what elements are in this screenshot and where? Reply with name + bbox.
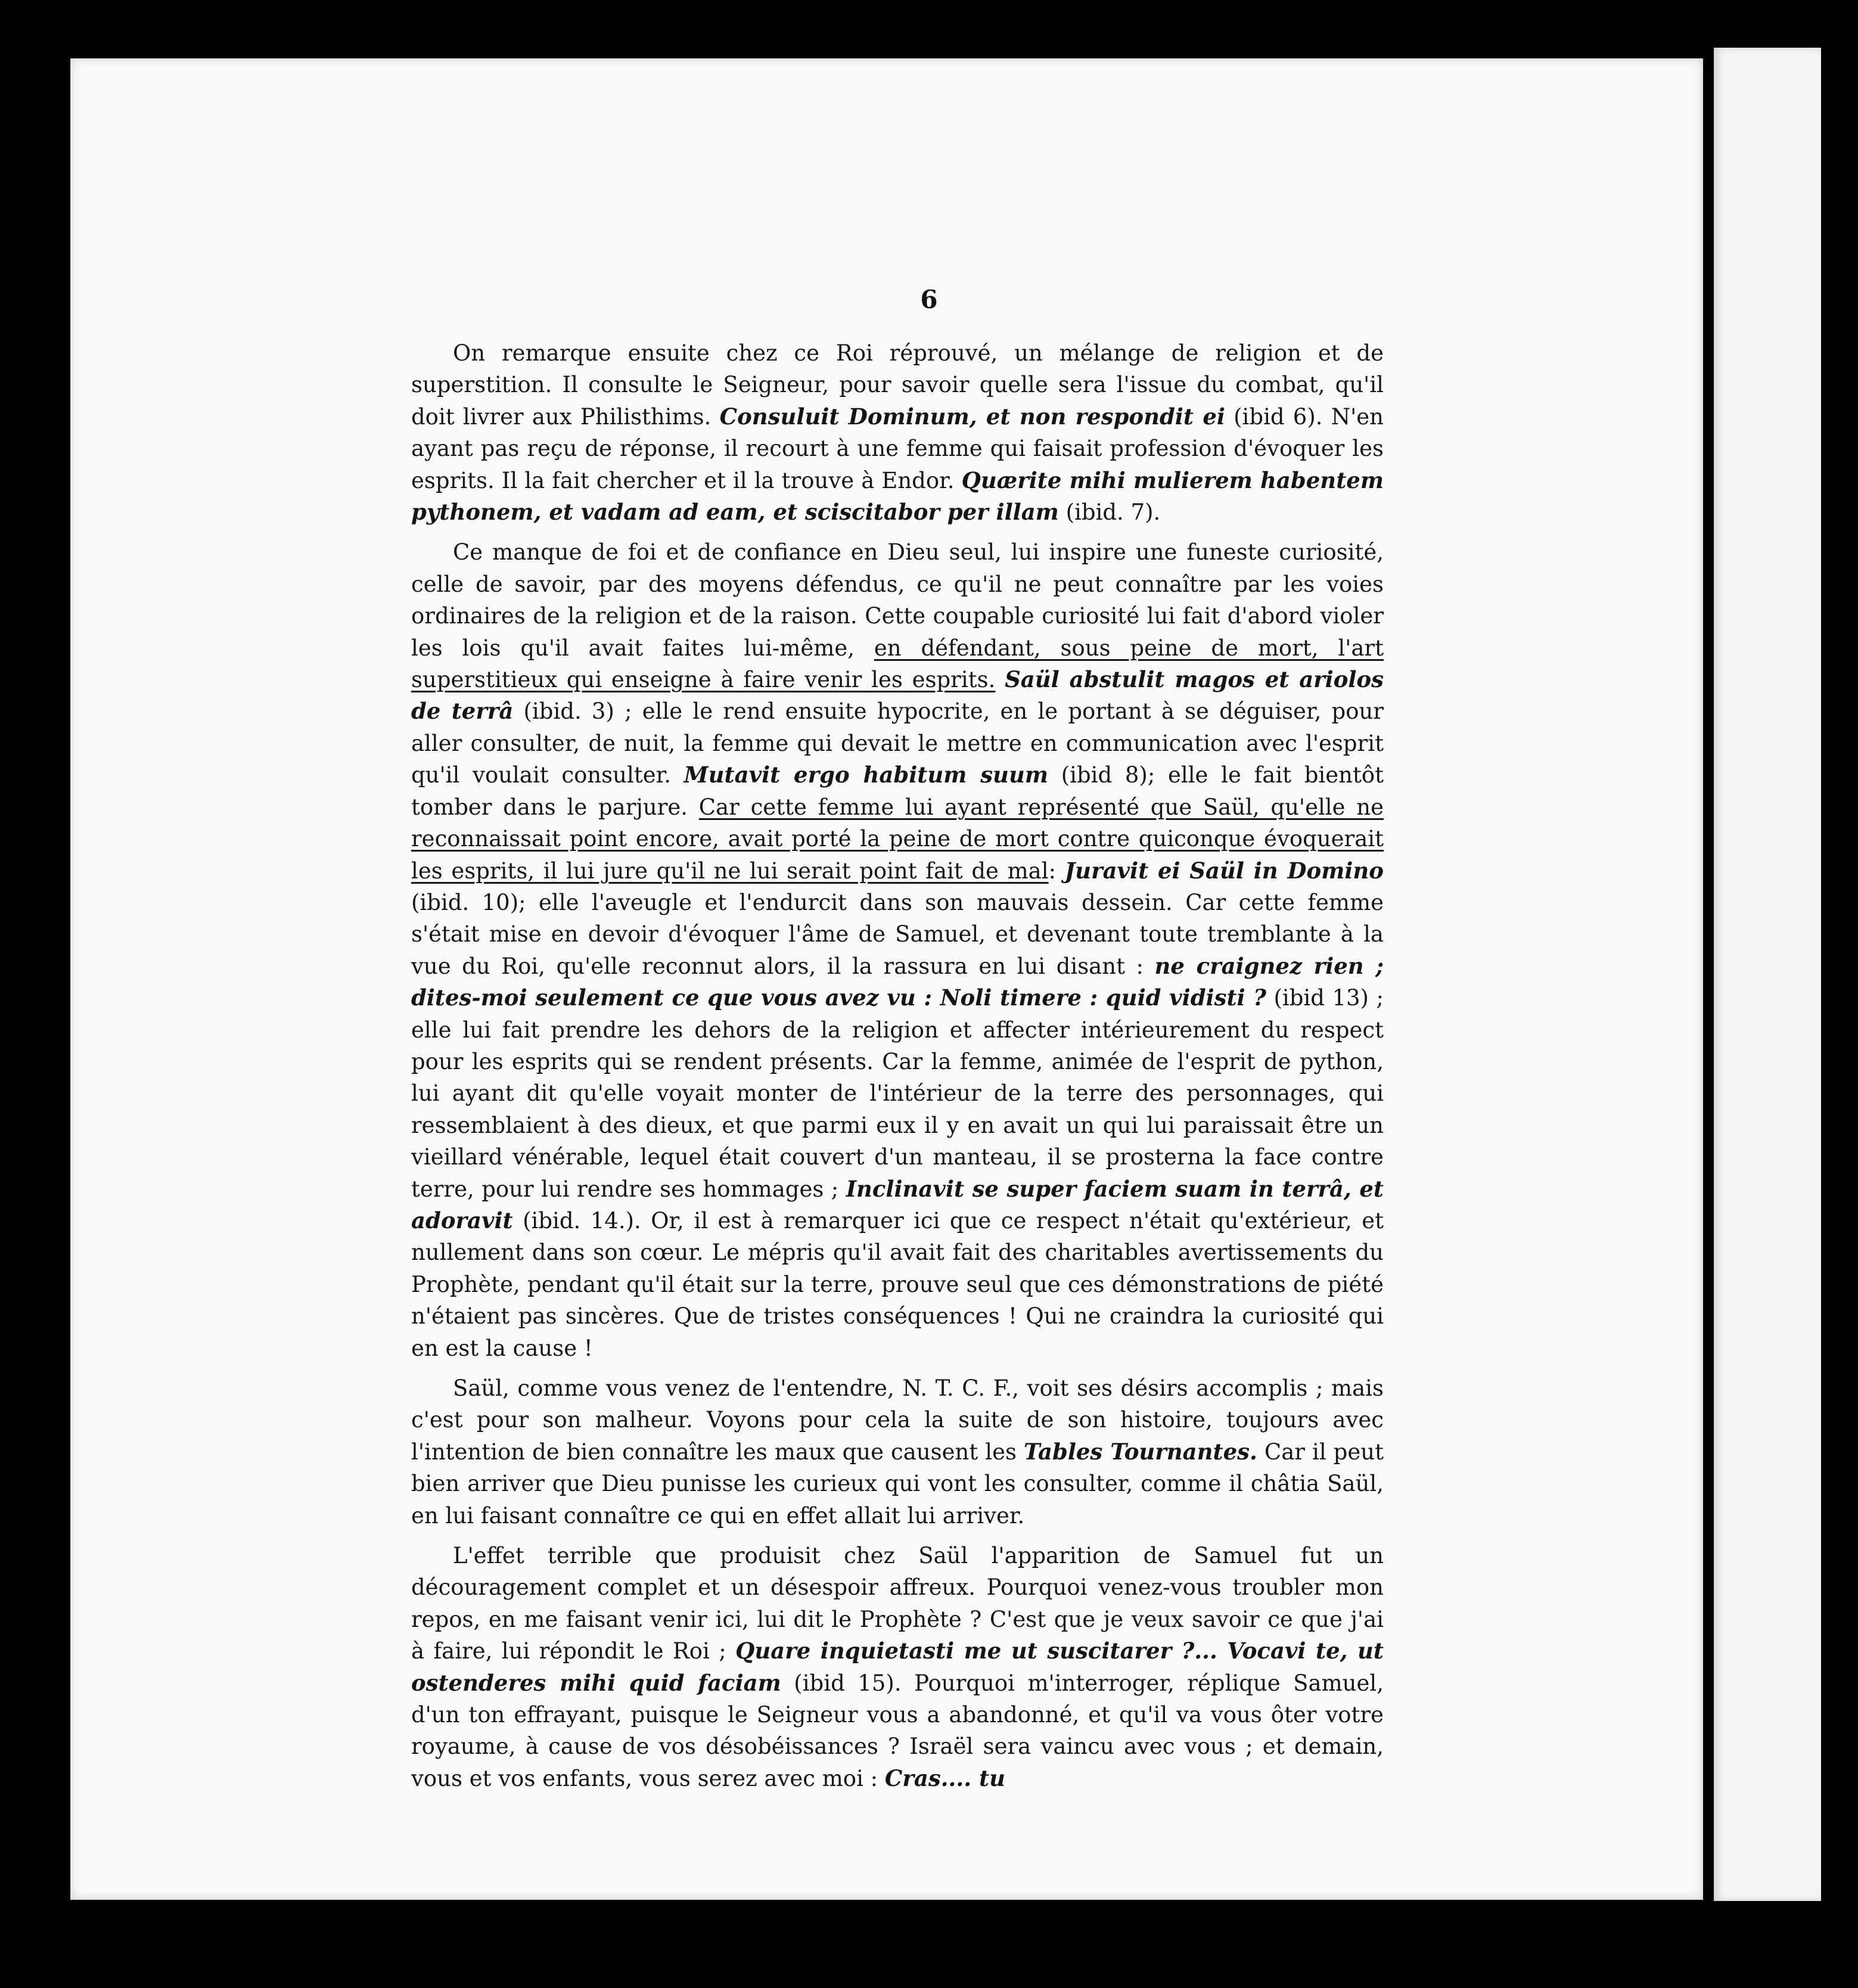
latin-quotation: Inclinavit se super faciem suam in terrâ, et adoravit — [411, 1175, 1384, 1234]
text-segment: Car il peut bien arriver que Dieu punisse les curieux qui vont les consulter, comme il châtia Saül, en lui faisant connaître ce qui en effet allait lui arriver. — [411, 1439, 1384, 1529]
text-segment: (ibid 13) ; elle lui fait prendre les dehors de la religion et affecter intérieurement du respect pour les esprits qui se rendent présents. Car la femme, animée de l'esprit de python, lui ayant dit qu'elle voyait monter de l'intérieur de la terre des personnages, qui ressemblaient à des dieux, et que parmi eux il y en avait un qui lui paraissait être un vieillard vénérable, lequel était couvert d'un manteau, il se prosterna la face contre terre, pour lui rendre ses hommages ; — [411, 985, 1384, 1202]
latin-quotation: Consuluit Dominum, et non respondit ei — [719, 403, 1225, 430]
text-segment — [995, 667, 1005, 692]
text-segment: (ibid 15). Pourquoi m'interroger, réplique Samuel, d'un ton effrayant, puisque le Seigneur vous a abandonné, et qu'il va vous ôter votre royaume, à cause de vos désobéissances ? Israël sera vaincu avec vous ; et demain, vous et vos enfants, vous serez avec moi : — [411, 1670, 1384, 1791]
text-segment: (ibid. 14.). Or, il est à remarquer ici que ce respect n'était qu'extérieur, et nullement dans son cœur. Le mépris qu'il avait fait des charitables avertissements du Prophète, pendant qu'il était sur la terre, prouve seul que ces démonstrations de piété n'étaient pas sincères. Que de tristes conséquences ! Qui ne craindra la curiosité qui en est la cause ! — [411, 1207, 1384, 1361]
underlined-text: Car cette femme lui ayant représenté que Saül, qu'elle ne reconnaissait point encore, avait porté la peine de mort contre quiconque évoquerait les esprits, il lui jure qu'il ne lui serait point fait de mal — [411, 794, 1384, 884]
text-segment: (ibid 8); elle le fait bientôt tomber dans le parjure. — [411, 762, 1384, 820]
latin-quotation: ne craignez rien ; dites-moi seulement ce que vous avez vu : Noli timere : quid vidisti ? — [411, 952, 1384, 1011]
paragraph — [411, 536, 1384, 1364]
latin-quotation: Juravit ei Saül in Domino — [1064, 857, 1384, 884]
latin-quotation: Quærite mihi mulierem habentem pythonem, et vadam ad eam, et sciscitabor per illam — [411, 467, 1384, 526]
page-number: 6 — [920, 285, 938, 314]
text-segment: On remarque ensuite chez ce Roi réprouvé, un mélange de religion et de superstition. Il consulte le Seigneur, pour savoir quelle sera l'issue du combat, qu'il doit livrer aux Philisthims. — [411, 340, 1384, 430]
text-segment: (ibid. 7). — [1058, 499, 1161, 526]
text-segment: (ibid. 3) ; elle le rend ensuite hypocrite, en le portant à se déguiser, pour aller consulter, de nuit, la femme qui devait le mettre en communication avec l'esprit qu'il voulait consulter. — [411, 698, 1384, 788]
latin-quotation: Cras.... tu — [884, 1765, 1006, 1791]
text-segment: Saül, comme vous venez de l'entendre, N. T. C. F., voit ses désirs accomplis ; mais c'est pour son malheur. Voyons pour cela la suite de son histoire, toujours avec l'intention de bien connaître les maux que causent les — [411, 1375, 1384, 1465]
paragraph — [411, 1372, 1384, 1532]
paragraph — [411, 337, 1384, 528]
latin-quotation: Mutavit ergo habitum suum — [683, 762, 1048, 788]
text-segment: L'effet terrible que produisit chez Saül l'apparition de Samuel fut un découragement complet et un désespoir affreux. Pourquoi venez-vous troubler mon repos, en me faisant venir ici, lui dit le Prophète ? C'est que je veux savoir ce que j'ai à faire, lui répondit le Roi ; — [411, 1543, 1384, 1664]
paragraph — [411, 1540, 1384, 1794]
text-segment: (ibid 6). N'en ayant pas reçu de réponse, il recourt à une femme qui faisait profession d'évoquer les esprits. Il la fait chercher et il la trouve à Endor. — [411, 403, 1384, 493]
text-segment: Ce manque de foi et de confiance en Dieu seul, lui inspire une funeste curiosité, celle de savoir, par des moyens défendus, ce qu'il ne peut connaître par les voies ordinaires de la religion et de la raison. Cette coupable curiosité lui fait d'abord violer les lois qu'il avait faites lui-même, — [411, 539, 1384, 661]
adjacent-page-edge — [1714, 48, 1821, 1901]
latin-quotation: Quare inquietasti me ut suscitarer ?... Vocavi te, ut ostenderes mihi quid faciam — [411, 1638, 1384, 1696]
underlined-text: en défendant, sous peine de mort, l'art superstitieux qui enseigne à faire venir les esprits. — [411, 635, 1384, 693]
text-segment: (ibid. 10); elle l'aveugle et l'endurcit dans son mauvais dessein. Car cette femme s'était mise en devoir d'évoquer l'âme de Samuel, et devenant toute tremblante à la vue du Roi, qu'elle reconnut alors, il la rassura en lui disant : — [411, 889, 1384, 979]
text-segment: : — [1048, 858, 1065, 884]
body-text — [411, 337, 1384, 1803]
latin-quotation: Saül abstulit magos et ariolos de terrâ — [411, 666, 1384, 725]
latin-quotation: Tables Tournantes. — [1024, 1438, 1257, 1465]
